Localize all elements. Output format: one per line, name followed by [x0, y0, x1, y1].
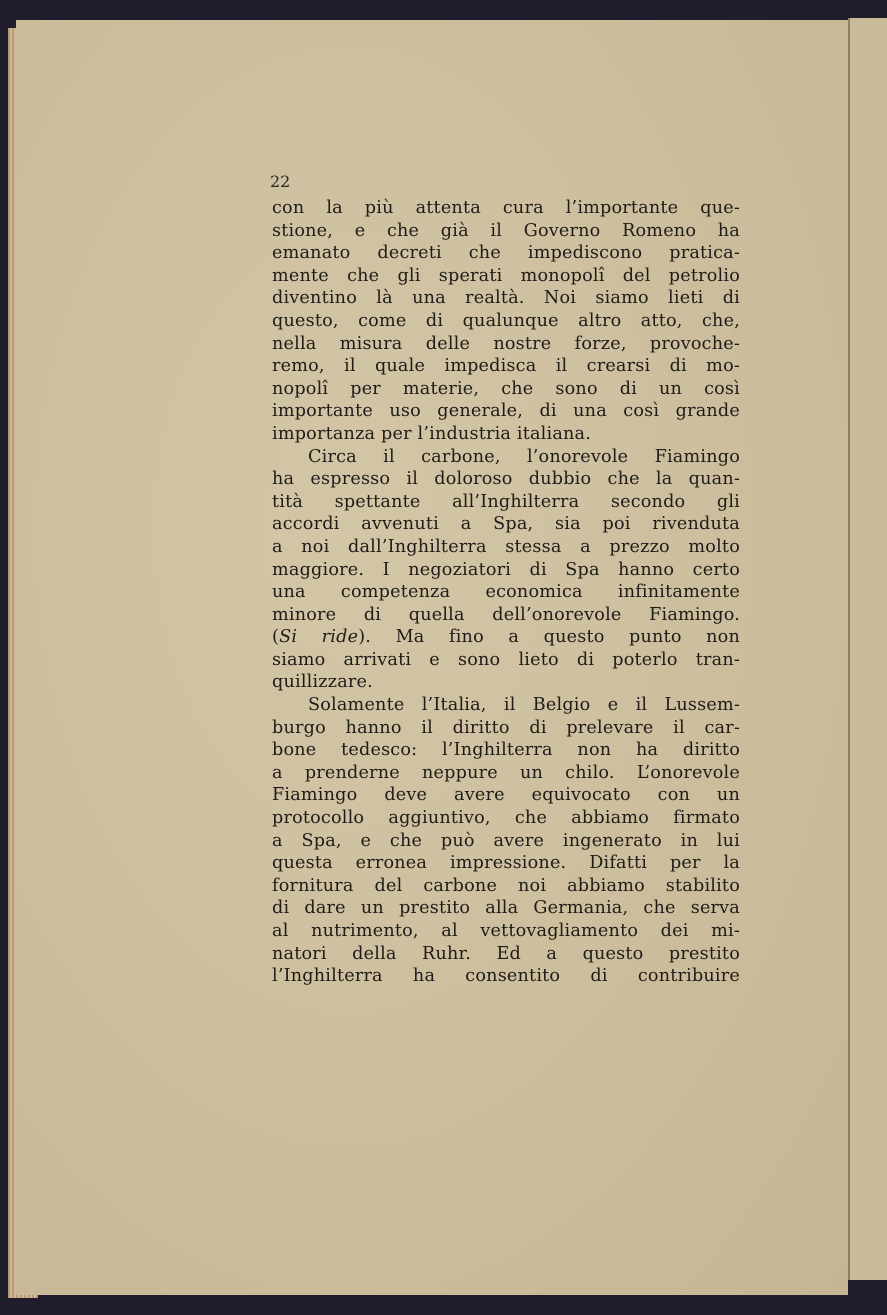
text-line: questo, come di qualunque altro atto, che, — [272, 310, 740, 331]
text-line: emanato decreti che impediscono pratica- — [272, 243, 740, 264]
text-line: diventino là una realtà. Noi siamo lieti di — [272, 288, 740, 309]
text-line: protocollo aggiuntivo, che abbiamo firmato — [272, 808, 740, 829]
text-line: l’Inghilterra ha consentito di contribuire — [272, 966, 740, 987]
text-line: remo, il quale impedisca il crearsi di mo- — [272, 356, 740, 377]
text-line: minore di quella dell’onorevole Fiamingo. — [272, 604, 740, 625]
text-line: al nutrimento, al vettovagliamento dei mi- — [272, 921, 740, 941]
text-line: ha espresso il doloroso dubbio che la quan- — [272, 469, 740, 490]
text-line: natori della Ruhr. Ed a questo prestito — [272, 943, 740, 964]
text-line: tità spettante all’Inghilterra secondo gli — [272, 491, 740, 512]
text-line: maggiore. I negoziatori di Spa hanno certo — [272, 559, 740, 580]
text-line: stione, e che già il Governo Romeno ha — [272, 220, 740, 241]
text-line: fornitura del carbone noi abbiamo stabilito — [272, 875, 740, 896]
text-line: importanza per l’industria italiana. — [272, 423, 592, 444]
text-segment: ( — [272, 627, 280, 648]
text-line: Circa il carbone, l’onorevole Fiamingo — [308, 446, 740, 467]
italic-segment: Si ride — [279, 627, 359, 648]
text-line: siamo arrivati e sono lieto di poterlo tran- — [272, 649, 740, 670]
text-line: Fiamingo deve avere equivocato con un — [272, 785, 740, 806]
text-line: Solamente l’Italia, il Belgio e il Lussem- — [308, 695, 740, 716]
text-line: a Spa, e che può avere ingenerato in lui — [272, 830, 740, 851]
text-line: a noi dall’Inghilterra stessa a prezzo molto — [272, 536, 740, 557]
text-line: mente che gli sperati monopolî del petrolio — [272, 265, 740, 286]
text-line: a prenderne neppure un chilo. L’onorevole — [272, 762, 740, 783]
text-line: nopolî per materie, che sono di un così — [272, 378, 740, 399]
text-line: quillizzare. — [272, 672, 373, 693]
page-number: 22 — [270, 172, 291, 191]
text-line: con la più attenta cura l’importante que- — [272, 198, 740, 218]
text-line: una competenza economica infinitamente — [272, 582, 740, 603]
next-page-edge — [848, 18, 887, 1280]
text-line: accordi avvenuti a Spa, sia poi rivenduta — [272, 514, 740, 535]
text-segment: ). Ma fino a questo punto non — [358, 627, 741, 648]
text-line: questa erronea impressione. Difatti per la — [272, 853, 740, 874]
text-line: nella misura delle nostre forze, provoche- — [272, 333, 740, 354]
text-line: burgo hanno il diritto di prelevare il car- — [272, 717, 740, 738]
text-line: bone tedesco: l’Inghilterra non ha diritto — [272, 740, 740, 761]
text-line — [272, 626, 740, 649]
text-line: importante uso generale, di una così grande — [272, 401, 740, 422]
body-text — [272, 197, 740, 988]
text-line: di dare un prestito alla Germania, che serva — [272, 898, 740, 919]
